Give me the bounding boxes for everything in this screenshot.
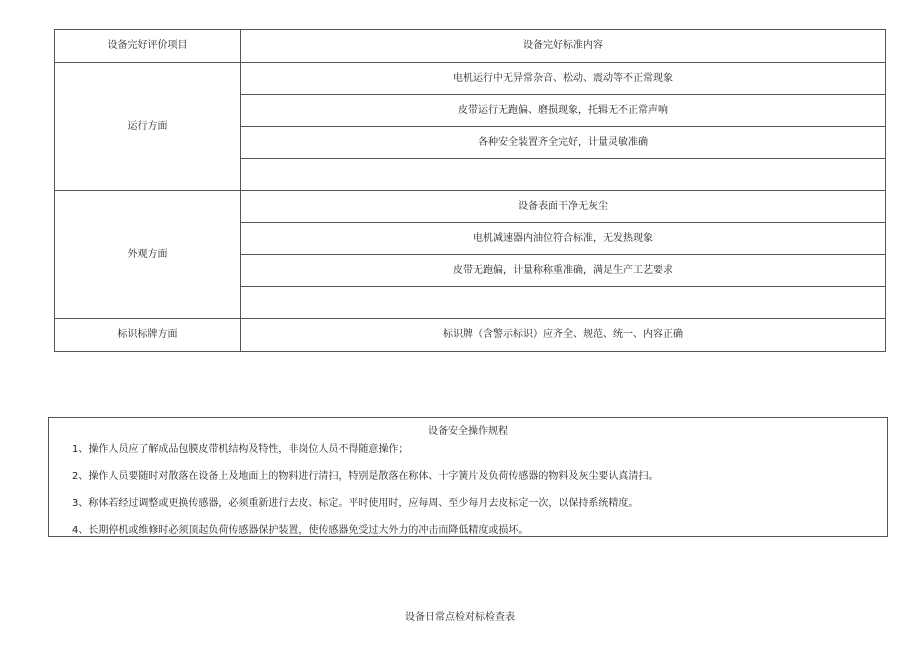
header-category: 设备完好评价项目 (55, 30, 241, 63)
table-row (55, 319, 886, 352)
procedure-item: 3、称体若经过调整或更换传感器，必须重新进行去皮、标定。平时使用时，应每周、至少每月去皮标定一次，以保持系统精度。 (72, 498, 639, 509)
category-signage: 标识标牌方面 (55, 319, 241, 352)
header-standard: 设备完好标准内容 (241, 30, 886, 63)
standard-item: 电机运行中无异常杂音、松动、震动等不正常现象 (241, 63, 886, 95)
checklist-title: 设备日常点检对标检查表 (405, 612, 515, 623)
table-row (55, 63, 886, 95)
standard-item: 皮带运行无跑偏、磨损现象，托辑无不正常声响 (241, 95, 886, 127)
standard-item: 电机减速器内油位符合标准，无发热现象 (241, 223, 886, 255)
standard-item: 标识牌（含警示标识）应齐全、规范、统一、内容正确 (241, 319, 886, 352)
standard-item: 各种安全装置齐全完好，计量灵敏准确 (241, 127, 886, 159)
procedures-list (72, 443, 877, 551)
table-header-row (55, 30, 886, 63)
equipment-evaluation-table (54, 29, 886, 352)
procedures-title: 设备安全操作规程 (428, 426, 508, 437)
procedure-item: 2、操作人员要随时对散落在设备上及地面上的物料进行清扫，特别是散落在称体、十字簧片及负荷传感器的物料及灰尘要认真清扫。 (72, 471, 659, 482)
standard-item-empty (241, 159, 886, 191)
procedure-item: 1、操作人员应了解成品包膜皮带机结构及特性，非岗位人员不得随意操作； (72, 444, 409, 455)
category-operation: 运行方面 (55, 63, 241, 191)
category-appearance: 外观方面 (55, 191, 241, 319)
standard-item-empty (241, 287, 886, 319)
standard-item: 皮带无跑偏，计量称称重准确，满足生产工艺要求 (241, 255, 886, 287)
table-row (55, 191, 886, 223)
safety-procedures-box (48, 417, 888, 537)
procedure-item: 4、长期停机或维修时必须顶起负荷传感器保护装置，使传感器免受过大外力的冲击而降低精度或损坏。 (72, 525, 529, 536)
standard-item: 设备表面干净无灰尘 (241, 191, 886, 223)
